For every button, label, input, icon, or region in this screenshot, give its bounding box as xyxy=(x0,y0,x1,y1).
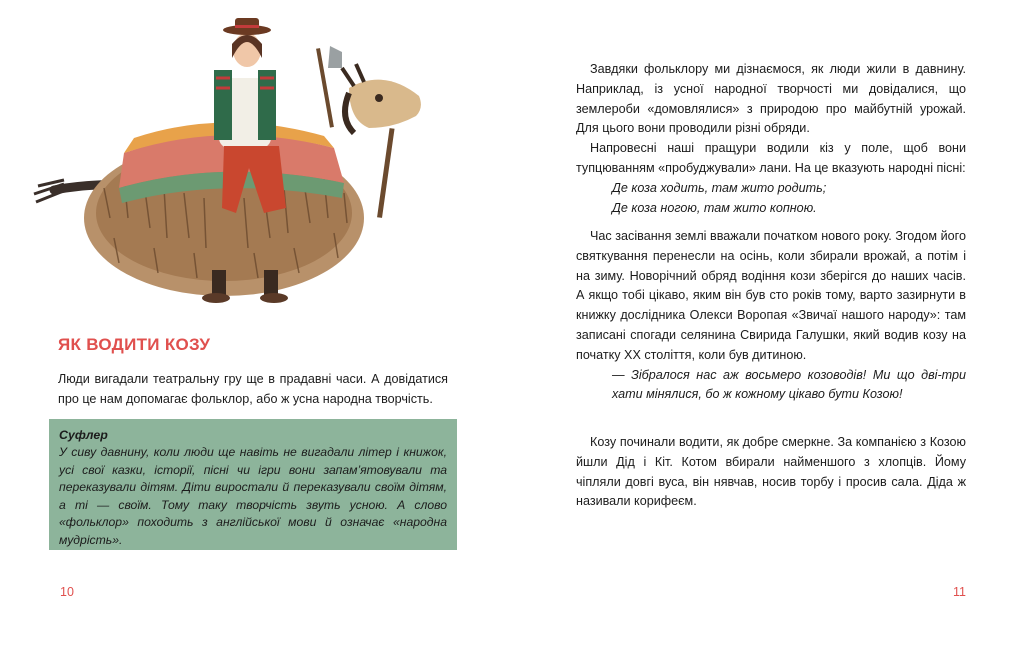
prompter-box xyxy=(49,419,457,550)
song-line: Де коза ногою, там жито копною. xyxy=(612,200,817,215)
paragraph: Напровесні наші пращури водили кіз у поле, щоб вони тупцюванням «пробуджували» лани. На це вказують народні пісні: xyxy=(576,141,966,175)
quote: — Зібралося нас аж восьмеро козоводів! Ми що дві-три хати мінялися, бо ж кожному цікаво бути Козою! xyxy=(612,367,966,402)
prompter-title: Суфлер xyxy=(59,428,108,442)
page-number-right: 11 xyxy=(953,585,966,599)
intro-paragraph: Люди вигадали театральну гру ще в прадавні часи. А довідатися про це нам допомагає фольклор, або ж усна народна творчість. xyxy=(58,372,448,406)
song-line: Де коза ходить, там жито родить; xyxy=(612,180,827,195)
section-heading: ЯК ВОДИТИ КОЗУ xyxy=(58,335,211,354)
paragraph: Час засівання землі вважали початком нового року. Згодом його святкування перенесли на осінь, коли збирали врожай, а потім і на зиму. Новорічний обряд водіння кози зберігся до наших часів. А якщо тобі цікаво, яким він був сто років тому, варто зазирнути в книжку дослідника Олекси Воропая «Звичаї нашого народу»: там записані спогади селянина Свирида Галушки, який водив козу на початку ХХ століття, коли був дитиною. xyxy=(576,229,966,362)
text-block-3 xyxy=(576,433,966,512)
right-page xyxy=(512,0,1024,645)
text-block-2 xyxy=(576,227,966,405)
page-number-left: 10 xyxy=(60,585,74,599)
prompter-text: У сиву давнину, коли люди ще навіть не вигадали літер і книжок, усі свої казки, історії, пісні чи ігри вони запам’ятовували та переказували дітям. Діти виростали й переказували своїм дітям, а ті — своїм. Тому таку творчість звуть усною. А слово «фольклор» походить з англійської мови й означає «народна мудрість». xyxy=(59,445,447,547)
paragraph: Завдяки фольклору ми дізнаємося, як люди жили в давнину. Наприклад, із усної народної творчості ми довідалися, що землероби «домовлялися» з природою про майбутній урожай. Для цього вони проводили різні обряди. xyxy=(576,62,966,136)
text-block-1 xyxy=(576,60,966,218)
paragraph: Козу починали водити, як добре смеркне. За компанією з Козою йшли Дід і Кіт. Котом вбирали найменшого з хлопців. Йому чіпляли довгі вуса, він нявчав, носив торбу і просив сала. Діда ж називали корифеєм. xyxy=(576,435,966,509)
man-riding-goat-costume-illustration xyxy=(24,8,444,318)
